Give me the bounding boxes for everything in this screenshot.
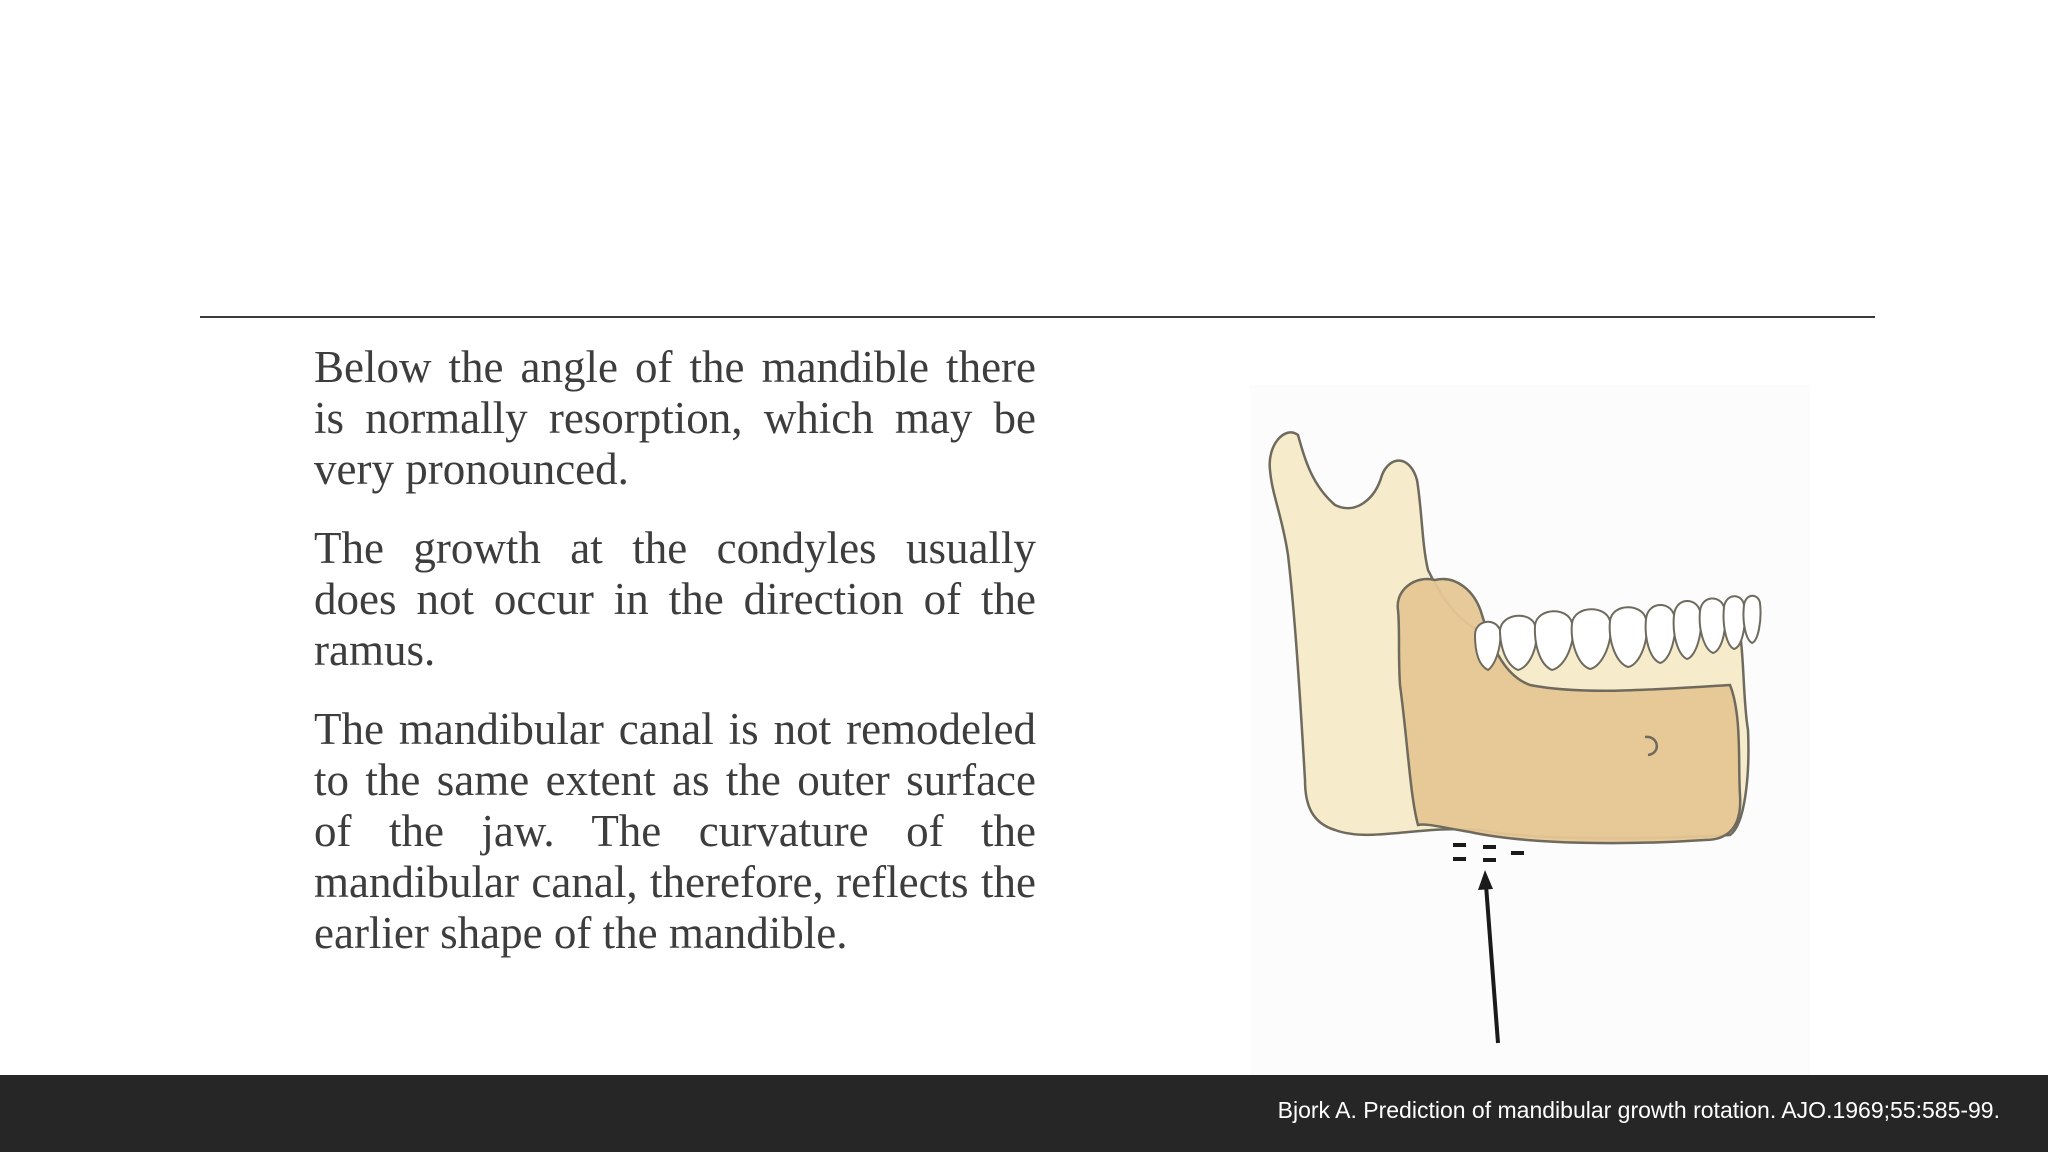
paragraph-mandibular-canal: The mandibular canal is not remodeled to the same extent as the outer surface of the jaw. The curvature of the mandibular canal, therefore, reflects the earlier shape of the mandible. (314, 704, 1036, 958)
body-text (314, 342, 1036, 987)
mandible-illustration (1250, 385, 1810, 1075)
footer-bar (0, 1075, 2048, 1152)
citation-text: Bjork A. Prediction of mandibular growth rotation. AJO.1969;55:585-99. (1277, 1097, 2000, 1123)
paragraph-resorption: Below the angle of the mandible there is normally resorption, which may be very pronounced. (314, 342, 1036, 494)
title-divider (200, 316, 1875, 318)
paragraph-condyle-growth: The growth at the condyles usually does not occur in the direction of the ramus. (314, 523, 1036, 675)
